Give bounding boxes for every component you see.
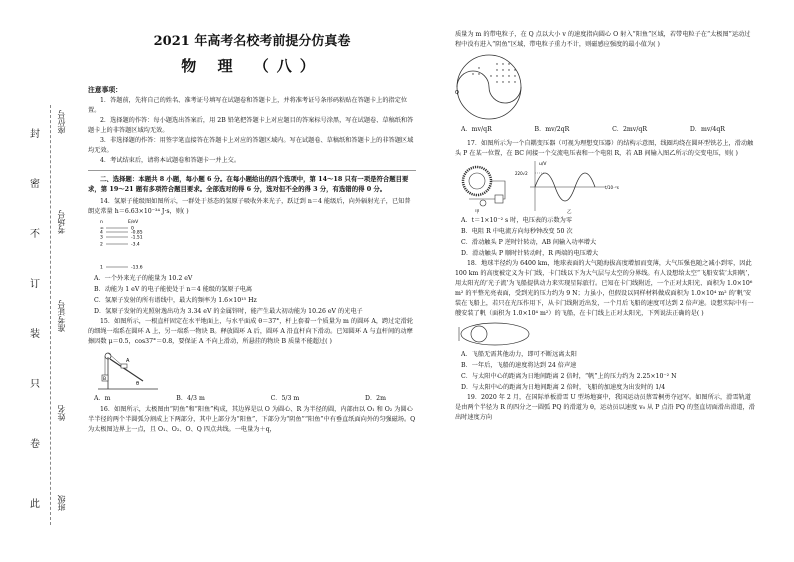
name-label: 姓名 bbox=[57, 405, 66, 421]
field-dots bbox=[472, 63, 515, 82]
q15-option-d: D．2m bbox=[365, 395, 386, 402]
exam-subject: 物 理 （八） bbox=[181, 57, 323, 75]
level-e: -0.85 bbox=[131, 230, 143, 236]
voltmeter bbox=[480, 200, 486, 206]
q14-option-c: C．氢原子发射的所有谱线中，最大的频率为 1.6×10¹⁵ Hz bbox=[94, 297, 257, 304]
q17-option-a: A．t＝1×10⁻² s 时，电压表的示数为零 bbox=[461, 217, 573, 224]
transformer-diagram bbox=[455, 159, 755, 215]
q19-stem: 19．2020 年 2 月，在国际单板滑雪 U 型场地赛中，我国运动员蔡雪桐勇夺冠军。如图所示，滑雪轨道是由两个半径为 R 的四分之一圆弧 PQ 的滑道为 θ，运动员以速度 v₀ 从 P 点沿 PQ 的竖直切面滑出滑道，滑出时速度方向 bbox=[455, 394, 755, 421]
seal-char: 此 bbox=[30, 499, 40, 510]
divider bbox=[88, 170, 416, 171]
taiji-svg bbox=[455, 50, 535, 124]
graph-xlabel: t/10⁻²s bbox=[605, 185, 619, 190]
class-label: 班级 bbox=[57, 495, 66, 511]
q18-option-b: B．一年后，飞船的速度将达到 24 倍声速 bbox=[461, 362, 577, 369]
note-item: 4．考试结束后，请将本试题卷和答题卡一并上交。 bbox=[100, 157, 241, 164]
q14-option-a: A．一个外来光子的能量为 10.2 eV bbox=[94, 275, 193, 282]
q16-continued: 质量为 m 的带电粒子，在 Q 点以大小 v 的速度指向圆心 O 射入“阳鱼”区域，若带电粒子在“太极图”运动过程中没有进入“阴鱼”区域，带电粒子重力不计，则磁感应强度的最小值为( ) bbox=[455, 31, 751, 48]
seal-char: 密 bbox=[30, 179, 40, 190]
level-e: 0 bbox=[131, 226, 134, 232]
q17-stem: 17．如图所示为一个自耦变压器（可视为理想变压器）的结构示意图，线圈均绕在圆环型铁芯上，滑动触头 P 在某一位置，在 BC 间接一个交流电压表和一个电阻 R，若 AB 间输入图乙所示的交变电压，则( ) bbox=[455, 140, 754, 157]
q15-options bbox=[88, 393, 416, 405]
q16-option-b: B．mv/2qR bbox=[534, 126, 570, 133]
q17-option-d: D．滑动触头 P 顺时针转动时，R 两端的电压增大 bbox=[461, 250, 599, 257]
q17-option-b: B．电阻 R 中电流方向每秒钟改变 50 次 bbox=[461, 228, 573, 235]
level-n: 2 bbox=[100, 242, 103, 248]
level-e: -3.4 bbox=[131, 242, 140, 248]
incline-svg bbox=[88, 347, 208, 393]
toroid-coil bbox=[463, 167, 491, 195]
q16-option-d: D．mv/4qR bbox=[689, 126, 725, 133]
level-e-header: E/eV bbox=[128, 220, 139, 225]
note-item: 2．选择题的作答：每小题选出答案后，用 2B 铅笔把答题卡上对应题目的答案标号涂黑，写在试题卷、草稿纸和答题卡上的非答题区域均无效。 bbox=[88, 117, 414, 134]
orbit-diagram bbox=[455, 319, 755, 349]
exam-title: 2021 年高考名校考前提分仿真卷 bbox=[153, 34, 351, 49]
level-e: -1.51 bbox=[131, 235, 143, 241]
label-theta: θ bbox=[136, 381, 140, 387]
q15-option-b: B．4/3 m bbox=[176, 395, 205, 402]
seat-number-label: 座位号 bbox=[57, 110, 66, 134]
admission-number-label: 准考证号 bbox=[57, 300, 66, 332]
q15-stem: 15．如图所示，一根直杆固定在水平地面上，与水平面成 θ＝37°，杆上套着一个质量为 m 的圆环 A，跨过定滑轮的细绳一端系在圆环 A 上，另一端系一物块 B。释放圆环 A 后，圆环 A 沿直杆向下滑动。已知圆环 A 与直杆间的动摩擦因数 μ＝0.5，cos37°＝0.8，要保证 A 不向上滑动，所悬挂的物块 B 质量不能超过( ) bbox=[88, 318, 414, 345]
resistor bbox=[495, 195, 503, 203]
q15-option-a: A．m bbox=[94, 395, 111, 402]
q18-option-c: C．与太阳中心的距离为日地间距离 2 倍时，“帆”上的压力约为 2.25×10⁻² N bbox=[461, 373, 677, 380]
orbit-svg bbox=[455, 319, 575, 349]
incline-diagram bbox=[88, 347, 416, 393]
q14-option-d: D．氢原子发射的光照射逸出功为 3.34 eV 的金属锌时，能产生最大初动能为 10.26 eV 的光电子 bbox=[94, 308, 363, 315]
seal-char: 装 bbox=[30, 329, 40, 340]
label-a: A bbox=[126, 358, 130, 364]
level-n-header: n bbox=[100, 220, 103, 225]
level-n: ∞ bbox=[100, 226, 104, 232]
notes-heading: 注意事项： bbox=[88, 86, 122, 94]
level-n: 3 bbox=[100, 235, 103, 241]
exam-room-label: 考场号 bbox=[57, 210, 66, 234]
seal-text bbox=[30, 130, 44, 530]
seal-char: 只 bbox=[30, 379, 40, 390]
label-yi: 乙 bbox=[567, 210, 572, 215]
note-item: 1．答题前，先将自己的姓名、准考证号填写在试题卷和答题卡上，并将准考证号条形码粘贴在答题卡上的指定位置。 bbox=[88, 97, 408, 114]
graph-ylabel: u/V bbox=[539, 162, 547, 167]
ring-a bbox=[121, 364, 127, 368]
cut-line bbox=[50, 105, 51, 525]
seal-char: 不 bbox=[30, 229, 40, 240]
q16-option-a: A．mv/qR bbox=[461, 126, 492, 133]
label-q: Q bbox=[455, 90, 459, 96]
label-b: B bbox=[103, 377, 107, 382]
q18-option-d: D．与太阳中心的距离为日地间距离 2 倍时，飞船的加速度为出发时的 1/4 bbox=[461, 384, 666, 391]
level-e: -13.6 bbox=[131, 265, 143, 271]
section-heading: 二、选择题：本题共 8 小题，每小题 6 分。在每小题给出的四个选项中，第 14～18 只有一项是符合题目要求，第 19～21 题有多项符合题目要求。全部选对的得 6 分，选对但不全的得 3 分，有选错的得 0 分。 bbox=[88, 175, 409, 193]
q18-option-a: A．飞船无需其他动力，即可不断远离太阳 bbox=[461, 351, 577, 358]
q14-stem: 14．氢原子能级图如图所示，一群处于基态的氢原子吸收外来光子，跃迁到 n＝4 能级后，向外辐射光子，已知普朗克常量 h＝6.63×10⁻³⁴ J·s，则( ) bbox=[88, 198, 411, 215]
q15-option-c: C．5/3 m bbox=[270, 395, 300, 402]
toroid-core bbox=[469, 173, 485, 189]
q16-stem: 16．如图所示，太极图由“阴鱼”和“阳鱼”构成，其边界是以 O 为圆心、R 为半径的圆，内部由以 O₁ 和 O₂ 为圆心半半径的两个半圆弧分割成上下两部分，其中上部分为“阳鱼”，下部分为“阴鱼”“阳鱼”中有垂直纸面向外的匀强磁场。Q 为太极图边界上一点，且 O₁、O₂、O、Q 四点共线。一电量为＋q， bbox=[88, 406, 416, 433]
right-column bbox=[455, 30, 755, 423]
seal-char: 封 bbox=[30, 129, 40, 140]
seal-char: 订 bbox=[30, 279, 40, 290]
label-jia: 甲 bbox=[475, 210, 480, 215]
earth-circle bbox=[471, 326, 487, 342]
seal-char: 卷 bbox=[30, 439, 40, 450]
q17-option-c: C．滑动触头 P 逆时针转动，AB 间输入功率增大 bbox=[461, 239, 597, 246]
transformer-svg bbox=[455, 159, 655, 215]
level-n: 1 bbox=[100, 265, 103, 271]
binding-margin bbox=[0, 0, 80, 562]
q16-option-c: C．2mv/qR bbox=[612, 126, 648, 133]
q18-stem: 18．地球半径约为 6400 km，地球表面的大气随海拔高度增加而变薄，大气压强也随之减小到零，因此 100 km 的高度被定义为卡门线，卡门线以下为大气层与太空的分界线。有人设想给太空“飞船安装‘太阳帆’，用太阳光的‘光子流’为飞船提供动力来实现星际旅行。已知在卡门线附近，一个正对太阳光、面积为 1.0×10⁶ m² 的平整光亮表面，受到光的压力约为 9 N；力虽小，但假设以同样材料做成面积为 1.0×10⁴ m² 的‘帆’安装在飞船上，若只在光压作用下，从卡门线附近出发，一个月后飞船的速度可达到 2 倍声速。设想实际中有一艘安装了帆（面积为 1.0×10⁴ m²）的飞船，在卡门线上正对太阳光，下列说法正确的是( ) bbox=[455, 260, 754, 317]
energy-level-diagram bbox=[88, 217, 416, 273]
left-column bbox=[88, 30, 416, 435]
level-n: 4 bbox=[100, 230, 103, 236]
candidate-fields bbox=[58, 100, 72, 540]
graph-tick: 220√2 bbox=[515, 171, 528, 176]
taiji-divider bbox=[457, 71, 521, 103]
q16-options bbox=[455, 124, 755, 136]
q14-option-b: B．动能为 1 eV 的电子能使处于 n＝4 能级的氢原子电离 bbox=[94, 286, 253, 293]
taiji-diagram bbox=[455, 50, 755, 124]
energy-level-svg bbox=[88, 217, 208, 273]
note-item: 3．非选择题的作答：用签字笔直接答在答题卡上对应的答题区域内。写在试题卷、草稿纸和答题卡上的非答题区域均无效。 bbox=[88, 137, 414, 154]
